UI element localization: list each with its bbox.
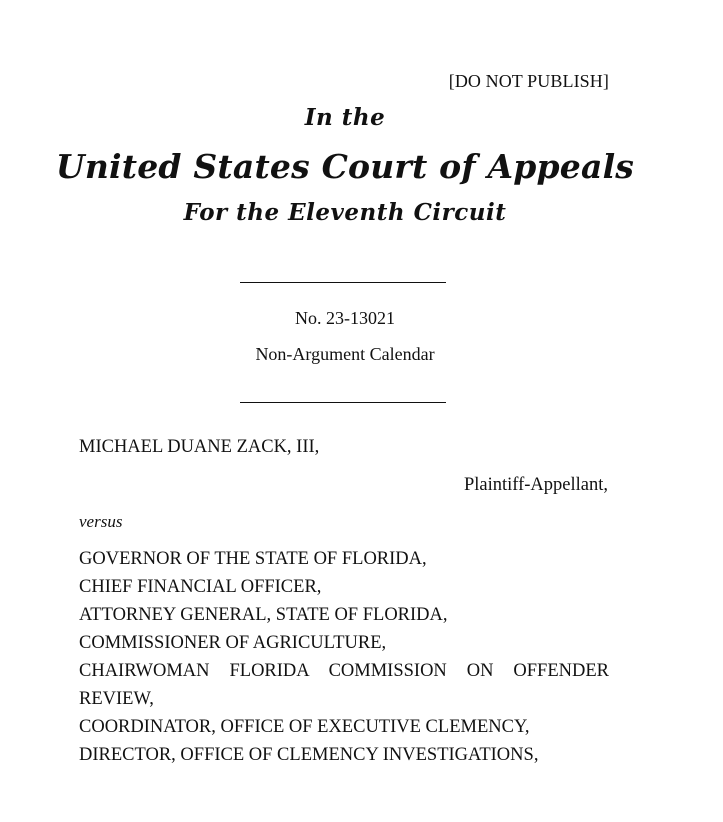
caption-in-the: In the xyxy=(304,104,386,131)
plaintiff-name: MICHAEL DUANE ZACK, III, xyxy=(79,437,320,457)
defendant-line: DIRECTOR, OFFICE OF CLEMENCY INVESTIGATIONS, xyxy=(79,745,539,765)
defendant-line: REVIEW, xyxy=(79,689,154,709)
plaintiff-role: Plaintiff-Appellant, xyxy=(463,475,608,495)
defendant-line: CHIEF FINANCIAL OFFICER, xyxy=(79,577,322,597)
defendants-list xyxy=(79,545,609,769)
versus-label: versus xyxy=(79,512,123,531)
circuit-name: For the Eleventh Circuit xyxy=(183,199,507,226)
defendant-line: COMMISSIONER OF AGRICULTURE, xyxy=(79,633,387,653)
case-number: No. 23-13021 xyxy=(295,308,395,328)
calendar-type: Non-Argument Calendar xyxy=(255,344,435,364)
publication-status: [DO NOT PUBLISH] xyxy=(448,71,609,91)
defendant-line: ATTORNEY GENERAL, STATE OF FLORIDA, xyxy=(79,605,448,625)
defendant-line: CHAIRWOMAN FLORIDA COMMISSION ON OFFENDER xyxy=(79,661,609,681)
court-name: United States Court of Appeals xyxy=(55,147,635,186)
defendant-line: COORDINATOR, OFFICE OF EXECUTIVE CLEMENCY, xyxy=(79,717,530,737)
divider-top xyxy=(240,282,446,283)
defendant-line: GOVERNOR OF THE STATE OF FLORIDA, xyxy=(79,549,427,569)
divider-bottom xyxy=(240,402,446,403)
